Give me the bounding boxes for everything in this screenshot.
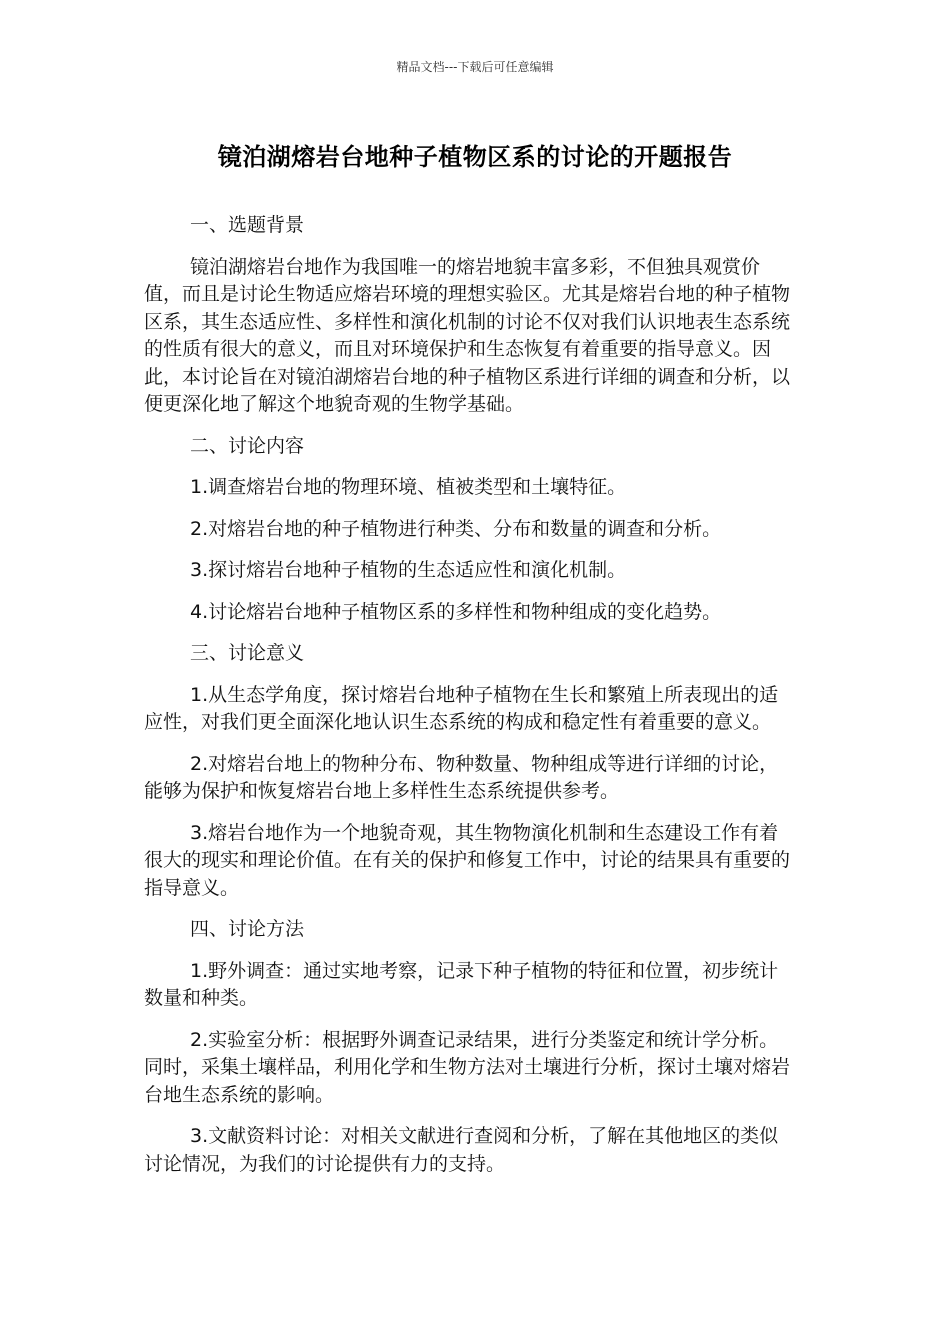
header-note: 精品文档---下载后可任意编辑	[396, 60, 554, 74]
document-body	[144, 212, 794, 1192]
content-item-2: 2.对熔岩台地的种子植物进行种类、分布和数量的调查和分析。	[190, 517, 722, 540]
section-heading-significance: 三、讨论意义	[190, 642, 305, 664]
significance-item-2: 2.对熔岩台地上的物种分布、物种数量、物种组成等进行详细的讨论，能够为保护和恢复熔岩台地上多样性生态系统提供参考。	[144, 752, 779, 802]
section-heading-methods: 四、讨论方法	[190, 918, 305, 940]
section-heading-background: 一、选题背景	[190, 214, 305, 236]
document-title: 镜泊湖熔岩台地种子植物区系的讨论的开题报告	[217, 143, 733, 171]
significance-item-3: 3.熔岩台地作为一个地貌奇观，其生物物演化机制和生态建设工作有着很大的现实和理论价值。在有关的保护和修复工作中，讨论的结果具有重要的指导意义。	[144, 821, 791, 899]
content-item-3: 3.探讨熔岩台地种子植物的生态适应性和演化机制。	[190, 559, 627, 581]
background-paragraph: 镜泊湖熔岩台地作为我国唯一的熔岩地貌丰富多彩，不但独具观赏价值，而且是讨论生物适应熔岩环境的理想实验区。尤其是熔岩台地的种子植物区系，其生态适应性、多样性和演化机制的讨论不仅对我们认识地表生态系统的性质有很大的意义，而且对环境保护和生态恢复有着重要的指导意义。因此，本讨论旨在对镜泊湖熔岩台地的种子植物区系进行详细的调查和分析，以便更深化地了解这个地貌奇观的生物学基础。	[144, 255, 791, 415]
method-item-3: 3.文献资料讨论：对相关文献进行查阅和分析，了解在其他地区的类似讨论情况，为我们的讨论提供有力的支持。	[144, 1125, 779, 1175]
significance-item-1: 1.从生态学角度，探讨熔岩台地种子植物在生长和繁殖上所表现出的适应性，对我们更全面深化地认识生态系统的构成和稳定性有着重要的意义。	[144, 683, 779, 733]
content-item-1: 1.调查熔岩台地的物理环境、植被类型和土壤特征。	[190, 476, 627, 498]
content-item-4: 4.讨论熔岩台地种子植物区系的多样性和物种组成的变化趋势。	[190, 600, 722, 623]
section-heading-content: 二、讨论内容	[190, 434, 305, 457]
method-item-1: 1.野外调查：通过实地考察，记录下种子植物的特征和位置，初步统计数量和种类。	[144, 959, 779, 1009]
method-item-2: 2.实验室分析：根据野外调查记录结果，进行分类鉴定和统计学分析。同时，采集土壤样品，利用化学和生物方法对土壤进行分析，探讨土壤对熔岩台地生态系统的影响。	[144, 1028, 791, 1106]
